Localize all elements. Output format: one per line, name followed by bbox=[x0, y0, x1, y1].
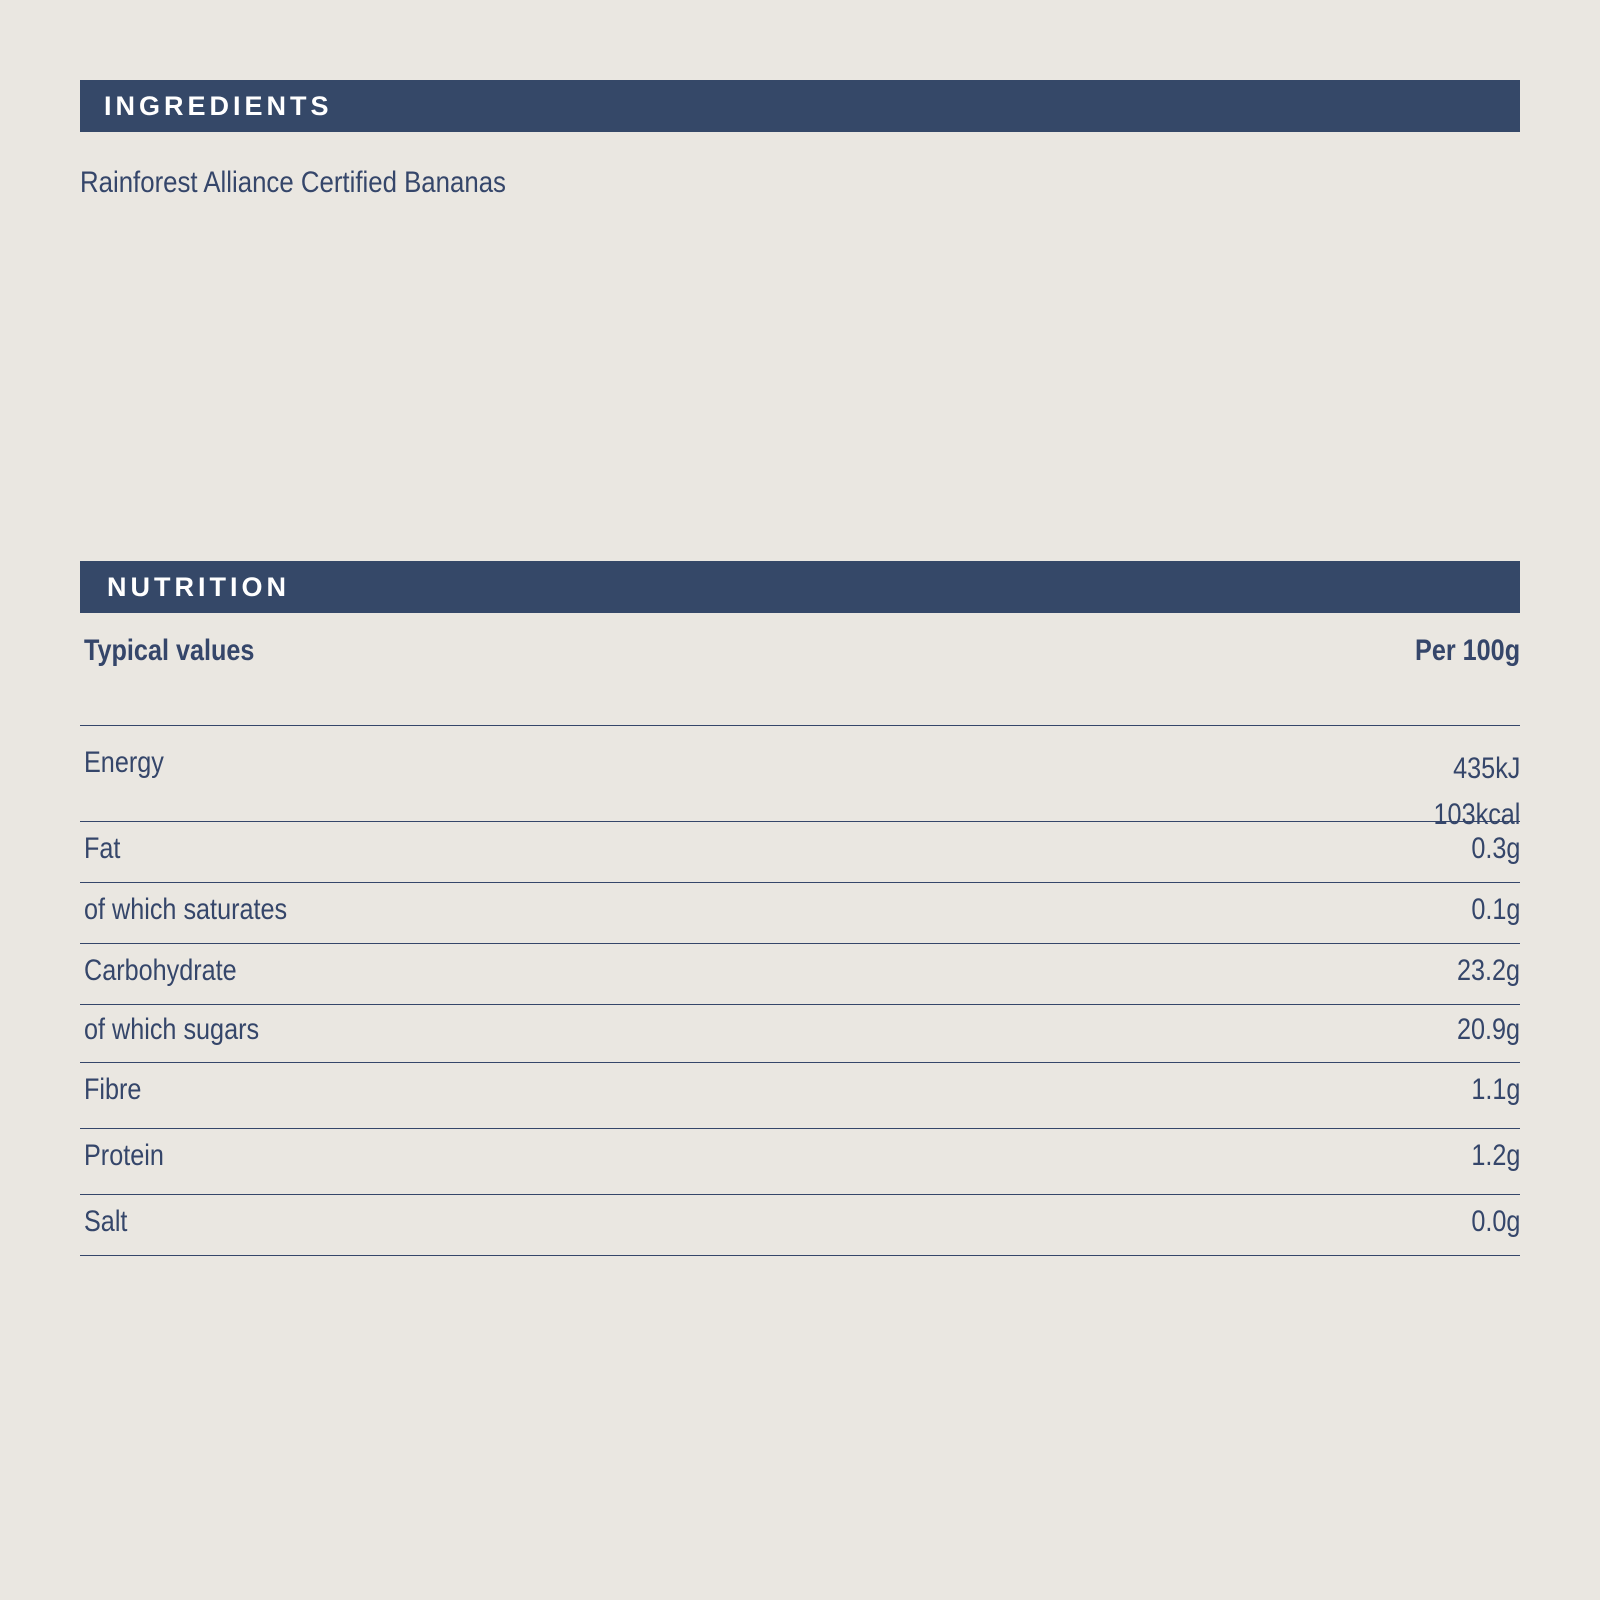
nutrition-heading-bar bbox=[80, 561, 1520, 613]
energy-kcal-value: 103kcal bbox=[1433, 798, 1520, 831]
table-row-saturates bbox=[80, 883, 1520, 944]
nutrient-value: 0.0g bbox=[1470, 1205, 1520, 1238]
typical-values-label: Typical values bbox=[84, 634, 255, 667]
nutrient-label: Salt bbox=[84, 1205, 128, 1238]
table-row-carbohydrate bbox=[80, 944, 1520, 1005]
ingredients-text: Rainforest Alliance Certified Bananas bbox=[80, 166, 506, 199]
nutrient-label: Protein bbox=[84, 1139, 164, 1172]
energy-kj-value: 435kJ bbox=[1452, 752, 1520, 785]
nutrient-value: 20.9g bbox=[1456, 1013, 1520, 1046]
nutrient-label: Carbohydrate bbox=[84, 954, 237, 987]
nutrient-value: 23.2g bbox=[1456, 954, 1520, 987]
nutrition-heading: NUTRITION bbox=[107, 571, 290, 602]
table-row-fat bbox=[80, 822, 1520, 883]
nutrient-label: Fibre bbox=[84, 1073, 142, 1106]
table-row-protein bbox=[80, 1129, 1520, 1195]
nutrient-value: 1.1g bbox=[1470, 1073, 1520, 1106]
nutrient-value: 0.1g bbox=[1470, 893, 1520, 926]
ingredients-heading-bar bbox=[80, 80, 1520, 132]
nutrition-table bbox=[80, 612, 1520, 1256]
per-100g-label: Per 100g bbox=[1414, 634, 1520, 667]
table-row-sugars bbox=[80, 1005, 1520, 1063]
nutrient-label: Energy bbox=[84, 746, 164, 779]
nutrient-value: 0.3g bbox=[1470, 832, 1520, 865]
ingredients-heading: INGREDIENTS bbox=[104, 90, 333, 121]
nutrient-label: of which sugars bbox=[84, 1013, 260, 1046]
table-header-row bbox=[80, 612, 1520, 726]
nutrient-label: of which saturates bbox=[84, 893, 288, 926]
nutrient-value: 1.2g bbox=[1470, 1139, 1520, 1172]
nutrient-label: Fat bbox=[84, 832, 121, 865]
table-row-salt bbox=[80, 1195, 1520, 1256]
table-row-fibre bbox=[80, 1063, 1520, 1129]
table-row-energy bbox=[80, 726, 1520, 831]
